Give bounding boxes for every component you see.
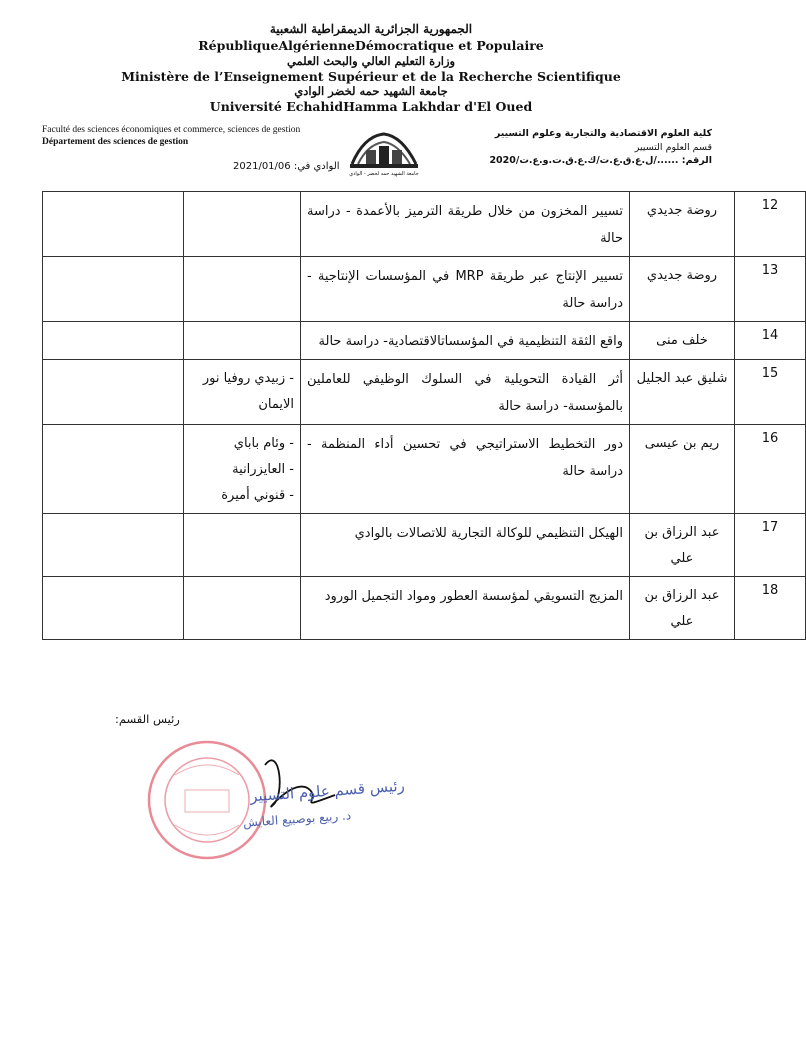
header-university-fr: Université EchahidHamma Lakhdar d'El Oued: [209, 99, 533, 114]
table-row: [43, 257, 806, 322]
stamp-signatory: د. ربيع بوصبيع العايش: [242, 808, 352, 830]
topics-table-body: [43, 192, 806, 640]
student-name: روضة جديدي: [630, 192, 735, 257]
student-name: عبد الرزاق بن علي: [630, 514, 735, 577]
thesis-title: تسيير المخزون من خلال طريقة الترميز بالأعمدة - دراسة حالة: [301, 192, 630, 257]
row-number: 15: [735, 360, 806, 425]
thesis-title: دور التخطيط الاستراتيجي في تحسين أداء المنظمة - دراسة حالة: [301, 425, 630, 514]
partner-names: [184, 577, 301, 640]
row-number: 17: [735, 514, 806, 577]
row-number: 18: [735, 577, 806, 640]
table-row: [43, 192, 806, 257]
header-ministry-fr: Ministère de l’Enseignement Supérieur et de la Recherche Scientifique: [121, 69, 621, 84]
university-logo: [344, 130, 424, 182]
table-row: [43, 425, 806, 514]
partner-names: [184, 514, 301, 577]
partner-names: [184, 257, 301, 322]
faculty-block-ar: [489, 127, 712, 168]
student-name: ريم بن عيسى: [630, 425, 735, 514]
row-number: 12: [735, 192, 806, 257]
row-number: 16: [735, 425, 806, 514]
partner-names: - وئام باباي - العايزرانية - قنوني أميرة: [184, 425, 301, 514]
student-name: شليق عبد الجليل: [630, 360, 735, 425]
partner-names: - زبيدي روفيا نور الايمان: [184, 360, 301, 425]
header-republic-ar: الجمهورية الجزائرية الديمقراطية الشعبية: [269, 22, 473, 36]
partner-names: [184, 322, 301, 360]
student-name: روضة جديدي: [630, 257, 735, 322]
partner-names: [184, 192, 301, 257]
stamp-title: رئيس قسم علوم التسيير: [249, 776, 406, 806]
empty-cell: [43, 192, 184, 257]
thesis-title: واقع الثقة التنظيمية في المؤسساتالاقتصادية- دراسة حالة: [301, 322, 630, 360]
thesis-title: الهيكل التنظيمي للوكالة التجارية للاتصالات بالوادي: [301, 514, 630, 577]
table-row: [43, 322, 806, 360]
empty-cell: [43, 577, 184, 640]
row-number: 14: [735, 322, 806, 360]
table-row: [43, 514, 806, 577]
logo-text: جامعة الشهيد حمه لخضر - الوادي: [349, 171, 419, 177]
table-row: [43, 577, 806, 640]
empty-cell: [43, 257, 184, 322]
date-line: الوادي في: 2021/01/06: [233, 161, 340, 172]
header-republic-fr: RépubliqueAlgérienneDémocratique et Populaire: [198, 38, 544, 53]
empty-cell: [43, 360, 184, 425]
empty-cell: [43, 322, 184, 360]
department-chief-label: رئيس القسم:: [115, 712, 180, 726]
table-row: [43, 360, 806, 425]
faculty-name-ar: كلية العلوم الاقتصادية والتجارية وعلوم التسيير: [494, 128, 712, 139]
faculty-name-fr: Faculté des sciences économiques et commerce, sciences de gestion: [42, 125, 301, 135]
header-university-ar: جامعة الشهيد حمه لخضر الوادي: [294, 84, 448, 98]
student-name: خلف منى: [630, 322, 735, 360]
thesis-title: أثر القيادة التحويلية في السلوك الوظيفي للعاملين بالمؤسسة- دراسة حالة: [301, 360, 630, 425]
empty-cell: [43, 514, 184, 577]
reference-number: الرقم: ....../ل.ع.ق.ع.ت/ك.ع.ق.ت.و.ع.ت/2020: [489, 155, 712, 166]
thesis-title: المزيج التسويقي لمؤسسة العطور ومواد التجميل الورود: [301, 577, 630, 640]
header-ministry-ar: وزارة التعليم العالي والبحث العلمي: [286, 54, 456, 68]
topics-table: [42, 191, 806, 640]
faculty-block-fr: [42, 124, 300, 148]
thesis-title: تسيير الإنتاج عبر طريقة MRP في المؤسسات الإنتاجية - دراسة حالة: [301, 257, 630, 322]
student-name: عبد الرزاق بن علي: [630, 577, 735, 640]
department-name-ar: قسم العلوم التسيير: [634, 141, 712, 153]
empty-cell: [43, 425, 184, 514]
row-number: 13: [735, 257, 806, 322]
department-name-fr: Département des sciences de gestion: [42, 137, 189, 147]
